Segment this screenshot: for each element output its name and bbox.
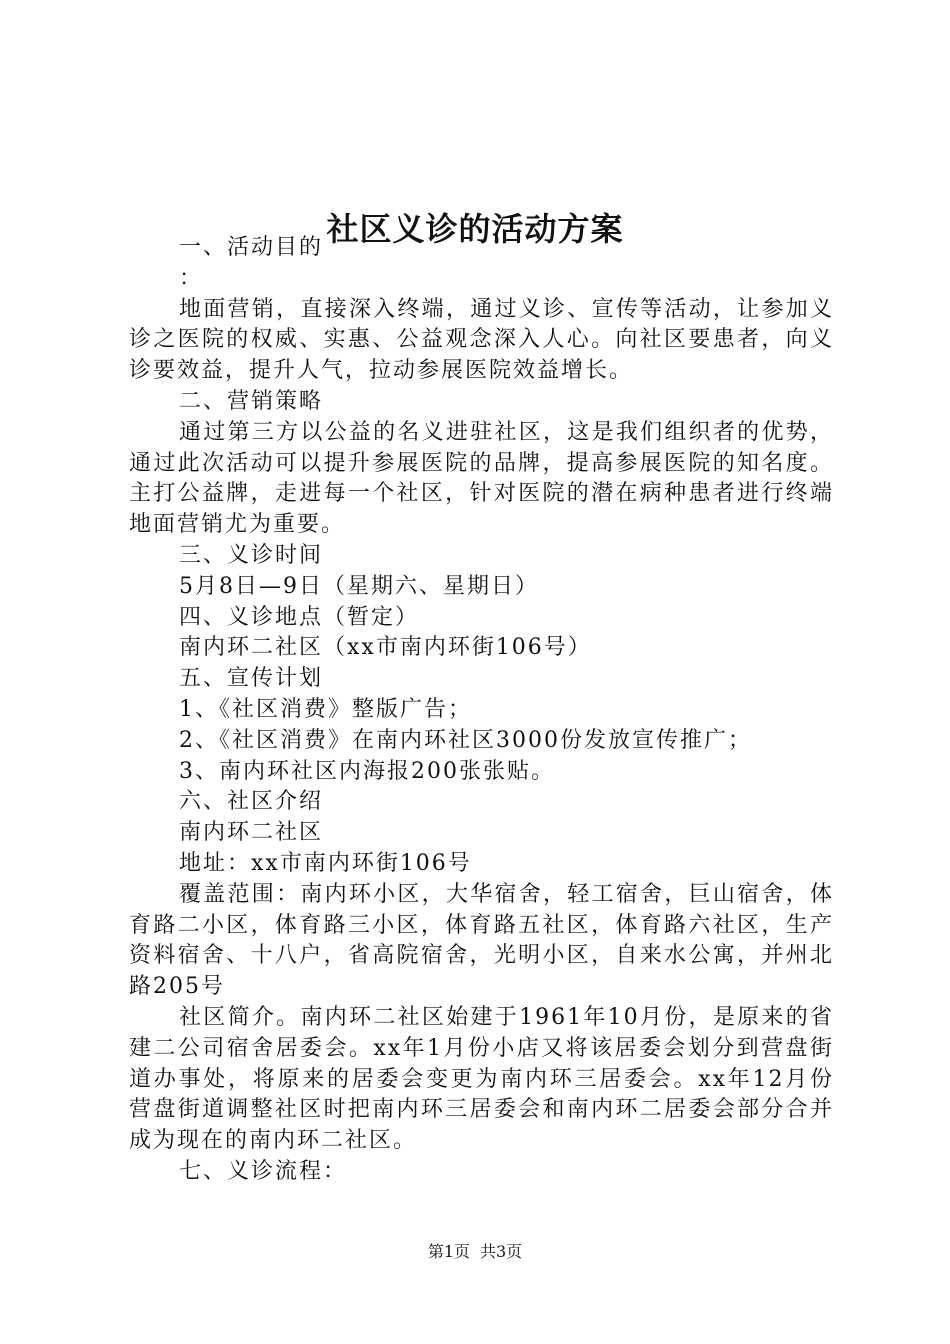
strategy-paragraph: 通过第三方以公益的名义进驻社区，这是我们组织者的优势，通过此次活动可以提升参展医院的品牌，提高参展医院的知名度。主打公益牌，走进每一个社区，针对医院的潜在病种患者进行终端地面营销尤为重要。 xyxy=(129,419,834,538)
location-value: 南内环二社区（xx市南内环街106号） xyxy=(179,635,592,661)
section-heading-community: 六、社区介绍 xyxy=(179,789,324,815)
promotion-item-1: 1、《社区消费》整版广告； xyxy=(179,696,472,722)
section-heading-promotion: 五、宣传计划 xyxy=(179,666,324,692)
section-heading-strategy: 二、营销策略 xyxy=(179,388,324,414)
page-footer xyxy=(0,1241,950,1263)
section-heading-process: 七、义诊流程： xyxy=(179,1158,348,1184)
section-heading-time: 三、义诊时间 xyxy=(179,542,324,568)
purpose-paragraph: 地面营销，直接深入终端，通过义诊、宣传等活动，让参加义诊之医院的权威、实惠、公益观念深入人心。向社区要患者，向义诊要效益，提升人气，拉动参展医院效益增长。 xyxy=(129,296,834,384)
promotion-item-2: 2、《社区消费》在南内环社区3000份发放宣传推广； xyxy=(179,727,752,753)
document-body xyxy=(129,233,834,1188)
document-title: 社区义诊的活动方案 xyxy=(326,210,624,249)
page-number: 第1页 xyxy=(427,1242,470,1261)
section-heading-purpose: 一、活动目的 xyxy=(179,235,324,260)
page-total: 共3页 xyxy=(480,1242,523,1261)
promotion-item-3: 3、南内环社区内海报200张张贴。 xyxy=(179,758,555,784)
section-heading-location: 四、义诊地点（暂定） xyxy=(179,604,420,630)
coverage-paragraph: 覆盖范围：南内环小区，大华宿舍，轻工宿舍，巨山宿舍，体育路二小区，体育路三小区，体育路五社区，体育路六社区，生产资料宿舍、十八户，省高院宿舍，光明小区，自来水公寓，并州北路205号 xyxy=(129,881,834,1000)
time-value: 5月8日—9日（星期六、星期日） xyxy=(179,573,539,599)
community-address: 地址：xx市南内环街106号 xyxy=(179,850,472,876)
purpose-colon: ： xyxy=(179,265,204,291)
community-intro-paragraph: 社区简介。南内环二社区始建于1961年10月份，是原来的省建二公司宿舍居委会。xx年1月份小店又将该居委会划分到营盘街道办事处，将原来的居委会变更为南内环三居委会。xx年12月份营盘街道调整社区时把南内环三居委会和南内环二居委会部分合并成为现在的南内环二社区。 xyxy=(129,1004,834,1154)
community-name: 南内环二社区 xyxy=(179,820,324,846)
